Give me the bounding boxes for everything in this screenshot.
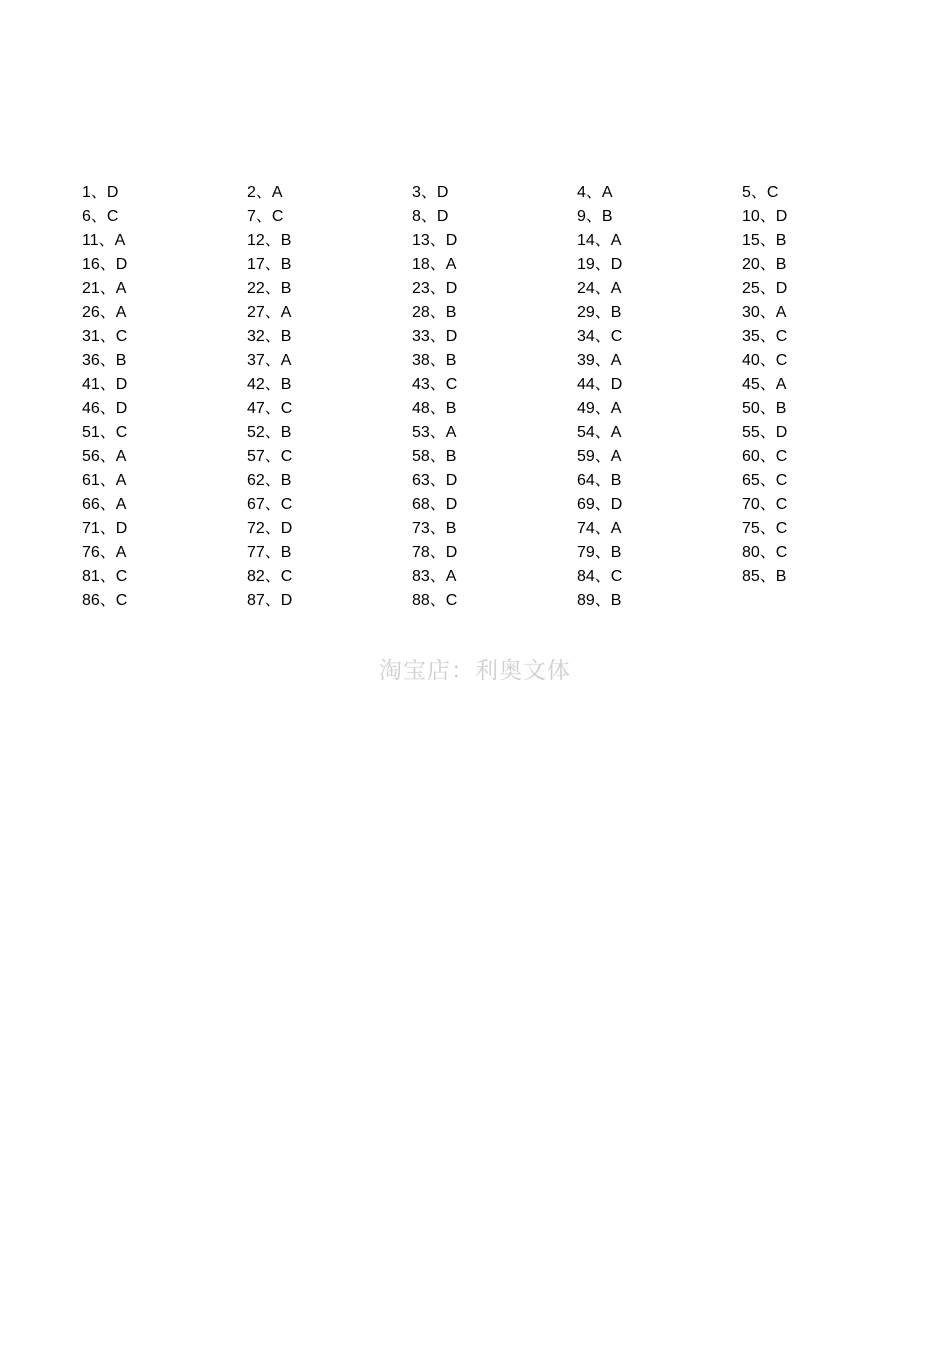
answer-item: 85、B: [742, 568, 787, 585]
answer-item: 41、D: [82, 376, 128, 393]
answer-item: 34、C: [577, 328, 623, 345]
answer-item: 47、C: [247, 400, 293, 417]
answer-item: 64、B: [577, 472, 622, 489]
answer-item: 24、A: [577, 280, 622, 297]
answer-item: 19、D: [577, 256, 623, 273]
answer-item: 13、D: [412, 232, 458, 249]
answer-item: 79、B: [577, 544, 622, 561]
answer-item: 80、C: [742, 544, 788, 561]
answer-item: 27、A: [247, 304, 292, 321]
answer-item: 89、B: [577, 592, 622, 609]
answer-item: 2、A: [247, 184, 283, 201]
answer-item: 16、D: [82, 256, 128, 273]
answer-item: 23、D: [412, 280, 458, 297]
answer-item: 32、B: [247, 328, 292, 345]
answer-item: 42、B: [247, 376, 292, 393]
answer-key-grid: [82, 181, 912, 613]
answer-item: 78、D: [412, 544, 458, 561]
answer-item: 40、C: [742, 352, 788, 369]
answer-item: 53、A: [412, 424, 457, 441]
answer-item: 5、C: [742, 184, 779, 201]
answer-item: 31、C: [82, 328, 128, 345]
answer-item: 84、C: [577, 568, 623, 585]
answer-item: 15、B: [742, 232, 787, 249]
answer-item: 3、D: [412, 184, 449, 201]
answer-item: 30、A: [742, 304, 787, 321]
answer-item: 66、A: [82, 496, 127, 513]
answer-item: 87、D: [247, 592, 293, 609]
answer-item: 21、A: [82, 280, 127, 297]
answer-item: 28、B: [412, 304, 457, 321]
answer-item: 1、D: [82, 184, 119, 201]
answer-item: 61、A: [82, 472, 127, 489]
answer-item: 88、C: [412, 592, 458, 609]
answer-item: 52、B: [247, 424, 292, 441]
answer-item: 68、D: [412, 496, 458, 513]
answer-item: 76、A: [82, 544, 127, 561]
answer-item: 57、C: [247, 448, 293, 465]
answer-item: 29、B: [577, 304, 622, 321]
answer-item: 37、A: [247, 352, 292, 369]
answer-item: 36、B: [82, 352, 127, 369]
answer-item: 72、D: [247, 520, 293, 537]
answer-item: 55、D: [742, 424, 788, 441]
answer-item: 49、A: [577, 400, 622, 417]
answer-item: 12、B: [247, 232, 292, 249]
answer-item: 62、B: [247, 472, 292, 489]
answer-item: 81、C: [82, 568, 128, 585]
answer-item: 73、B: [412, 520, 457, 537]
watermark-text: 淘宝店：利奥文体: [379, 658, 571, 684]
answer-item: 67、C: [247, 496, 293, 513]
answer-item: 59、A: [577, 448, 622, 465]
answer-item: 63、D: [412, 472, 458, 489]
answer-item: 54、A: [577, 424, 622, 441]
answer-item: 22、B: [247, 280, 292, 297]
answer-item: 4、A: [577, 184, 613, 201]
answer-item: 56、A: [82, 448, 127, 465]
answer-item: 46、D: [82, 400, 128, 417]
answer-item: 33、D: [412, 328, 458, 345]
answer-item: 39、A: [577, 352, 622, 369]
answer-item: 14、A: [577, 232, 622, 249]
answer-item: 75、C: [742, 520, 788, 537]
answer-item: 50、B: [742, 400, 787, 417]
answer-item: 25、D: [742, 280, 788, 297]
answer-item: 9、B: [577, 208, 613, 225]
answer-item: 26、A: [82, 304, 127, 321]
answer-item: 48、B: [412, 400, 457, 417]
answer-item: 58、B: [412, 448, 457, 465]
answer-item: 43、C: [412, 376, 458, 393]
answer-item: 18、A: [412, 256, 457, 273]
answer-item: 44、D: [577, 376, 623, 393]
answer-item: 70、C: [742, 496, 788, 513]
answer-item: 65、C: [742, 472, 788, 489]
answer-item: 83、A: [412, 568, 457, 585]
answer-item: 60、C: [742, 448, 788, 465]
answer-item: 17、B: [247, 256, 292, 273]
answer-item: 51、C: [82, 424, 128, 441]
answer-item: 7、C: [247, 208, 284, 225]
answer-item: 71、D: [82, 520, 128, 537]
answer-item: 77、B: [247, 544, 292, 561]
answer-item: 11、A: [82, 232, 126, 249]
answer-item: 6、C: [82, 208, 119, 225]
answer-item: 69、D: [577, 496, 623, 513]
answer-item: 82、C: [247, 568, 293, 585]
answer-item: 35、C: [742, 328, 788, 345]
answer-item: 86、C: [82, 592, 128, 609]
answer-item: 74、A: [577, 520, 622, 537]
answer-item: 45、A: [742, 376, 787, 393]
answer-item: 10、D: [742, 208, 788, 225]
answer-item: 20、B: [742, 256, 787, 273]
answer-item: 8、D: [412, 208, 449, 225]
answer-item: 38、B: [412, 352, 457, 369]
